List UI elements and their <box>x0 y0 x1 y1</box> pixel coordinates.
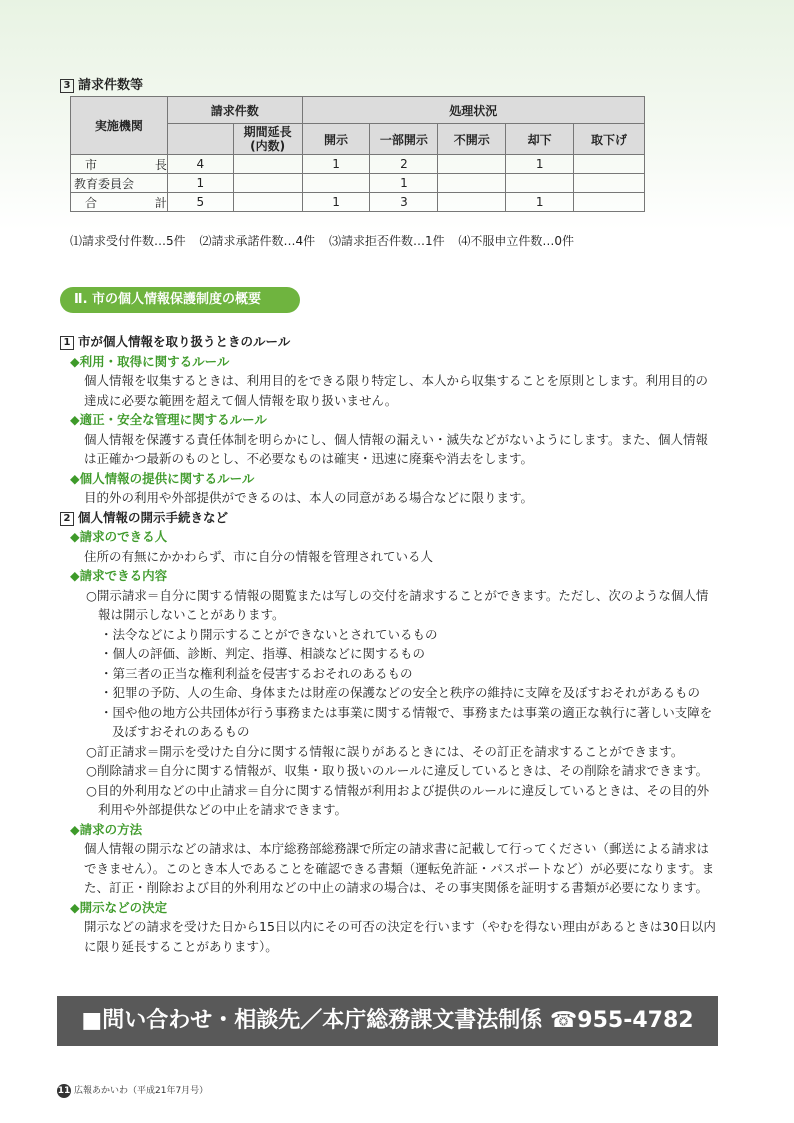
cell <box>506 174 574 193</box>
bullet-item: ・国や他の地方公共団体が行う事務または事業に関する情報で、事務または事業の適正な執行に著しい支障を及ぼすおそれのあるもの <box>100 704 713 739</box>
cell: 2 <box>370 155 438 174</box>
cell <box>438 155 506 174</box>
section-3-title <box>60 74 143 93</box>
header-status: 処理状況 <box>302 97 644 124</box>
header-disclose: 開示 <box>302 124 370 155</box>
header-reject: 却下 <box>506 124 574 155</box>
heading-use-rules: ◆利用・取得に関するルール <box>70 353 230 369</box>
bullet-item: ・第三者の正当な権利利益を侵害するおそれのあるもの <box>100 665 413 681</box>
cell: 1 <box>506 193 574 212</box>
main-content <box>60 332 720 956</box>
subsection-number: 2 <box>60 512 74 526</box>
stats-line <box>70 232 582 249</box>
heading-request-method: ◆請求の方法 <box>70 821 143 837</box>
cell: 5 <box>167 193 233 212</box>
cell <box>574 193 645 212</box>
cell: 1 <box>506 155 574 174</box>
cell <box>574 174 645 193</box>
bullet-item: ・法令などにより開示することができないとされているもの <box>100 626 438 642</box>
cell: 1 <box>370 174 438 193</box>
bullet-item: ・犯罪の予防、人の生命、身体または財産の保護などの安全と秩序の維持に支障を及ぼすおそれがあるもの <box>100 685 701 700</box>
subsection-1-title <box>60 332 720 352</box>
header-nondisclose: 不開示 <box>438 124 506 155</box>
cell: 1 <box>302 155 370 174</box>
cell <box>302 174 370 193</box>
row-label: 合計 <box>71 193 168 212</box>
stat-approved: ⑵請求承諾件数…4件 <box>199 234 316 248</box>
subsection-2-title <box>60 508 720 528</box>
row-label: 市長 <box>71 155 168 174</box>
header-withdraw: 取下げ <box>574 124 645 155</box>
heading-request-content: ◆請求できる内容 <box>70 568 168 583</box>
request-count-table <box>70 96 645 212</box>
paragraph-provision-rules: 目的外の利用や外部提供ができるのは、本人の同意がある場合などに限ります。 <box>84 490 534 505</box>
section-number: 3 <box>60 79 74 93</box>
item-suspension-request: ○目的外利用などの中止請求＝自分に関する情報が利用および提供のルールに違反しているときは、その目的外利用や外部提供などの中止を請求できます。 <box>86 782 710 817</box>
heading-who-can-request: ◆請求のできる人 <box>70 529 168 544</box>
cell: 1 <box>167 174 233 193</box>
contact-banner: ■問い合わせ・相談先／本庁総務課文書法制係 ☎955-4782 <box>57 996 718 1046</box>
stat-appeals: ⑷不服申立件数…0件 <box>458 234 575 248</box>
row-label: 教育委員会 <box>71 174 168 193</box>
cell <box>233 193 302 212</box>
subsection-number: 1 <box>60 336 74 350</box>
paragraph-management-rules: 個人情報を保護する責任体制を明らかにし、個人情報の漏えい・滅失などがないようにします。また、個人情報は正確かつ最新のものとし、不必要なものは確実・迅速に廃棄や消去をします。 <box>84 431 709 466</box>
cell: 1 <box>302 193 370 212</box>
cell: 3 <box>370 193 438 212</box>
page-number: 11 <box>57 1086 71 1096</box>
cell <box>438 174 506 193</box>
header-requests: 請求件数 <box>167 97 302 124</box>
cell <box>574 155 645 174</box>
paragraph-request-method: 個人情報の開示などの請求は、本庁総務部総務課で所定の請求書に記載して行ってください（郵送による請求はできません）。このとき本人であることを確認できる書類（運転免許証・パスポートなど）が必要になります。また、訂正・削除および目的外利用などの中止の請求の場合は、その事実関係を証明する書類が必要になります。 <box>84 841 715 895</box>
heading-provision-rules: ◆個人情報の提供に関するルール <box>70 470 255 486</box>
table-row <box>71 174 645 193</box>
cell: 4 <box>167 155 233 174</box>
header-agency: 実施機関 <box>71 97 168 155</box>
section-2-heading: Ⅱ. 市の個人情報保護制度の概要 <box>60 287 300 313</box>
cell <box>438 193 506 212</box>
bullet-item: ・個人の評価、診断、判定、指導、相談などに関するもの <box>100 646 426 661</box>
header-extension: 期間延長 (内数) <box>233 124 302 155</box>
paragraph-who-can-request: 住所の有無にかかわらず、市に自分の情報を管理されている人 <box>84 548 434 564</box>
paragraph-decision: 開示などの請求を受けた日から15日以内にその可否の決定を行います（やむを得ない理由があるときは30日以内に限り延長することがあります）。 <box>84 919 716 954</box>
item-correction-request: ○訂正請求＝開示を受けた自分に関する情報に誤りがあるときには、その訂正を請求することができます。 <box>86 743 684 759</box>
stat-received: ⑴請求受付件数…5件 <box>70 234 186 248</box>
heading-management-rules: ◆適正・安全な管理に関するルール <box>70 412 267 427</box>
table-row <box>71 155 645 174</box>
footer <box>57 1083 208 1098</box>
cell <box>233 174 302 193</box>
cell <box>233 155 302 174</box>
stat-rejected: ⑶請求拒否件数…1件 <box>328 234 445 248</box>
heading-decision: ◆開示などの決定 <box>70 899 168 915</box>
section-title-text: 請求件数等 <box>78 78 144 93</box>
table-row <box>71 193 645 212</box>
item-deletion-request: ○削除請求＝自分に関する情報が、収集・取り扱いのルールに違反しているときは、その削除を請求できます。 <box>86 763 709 778</box>
header-partial: 一部開示 <box>370 124 438 155</box>
paragraph-use-rules: 個人情報を収集するときは、利用目的をできる限り特定し、本人から収集することを原則とします。利用目的の達成に必要な範囲を超えて個人情報を取り扱いません。 <box>84 373 709 408</box>
publication-name: 広報あかいわ（平成21年7月号） <box>74 1086 209 1096</box>
subsection-title-text: 個人情報の開示手続きなど <box>78 509 229 525</box>
subsection-title-text: 市が個人情報を取り扱うときのルール <box>78 334 291 349</box>
item-disclosure-request: ○開示請求＝自分に関する情報の閲覧または写しの交付を請求することができます。ただし、次のような個人情報は開示しないことがあります。 <box>86 587 709 622</box>
